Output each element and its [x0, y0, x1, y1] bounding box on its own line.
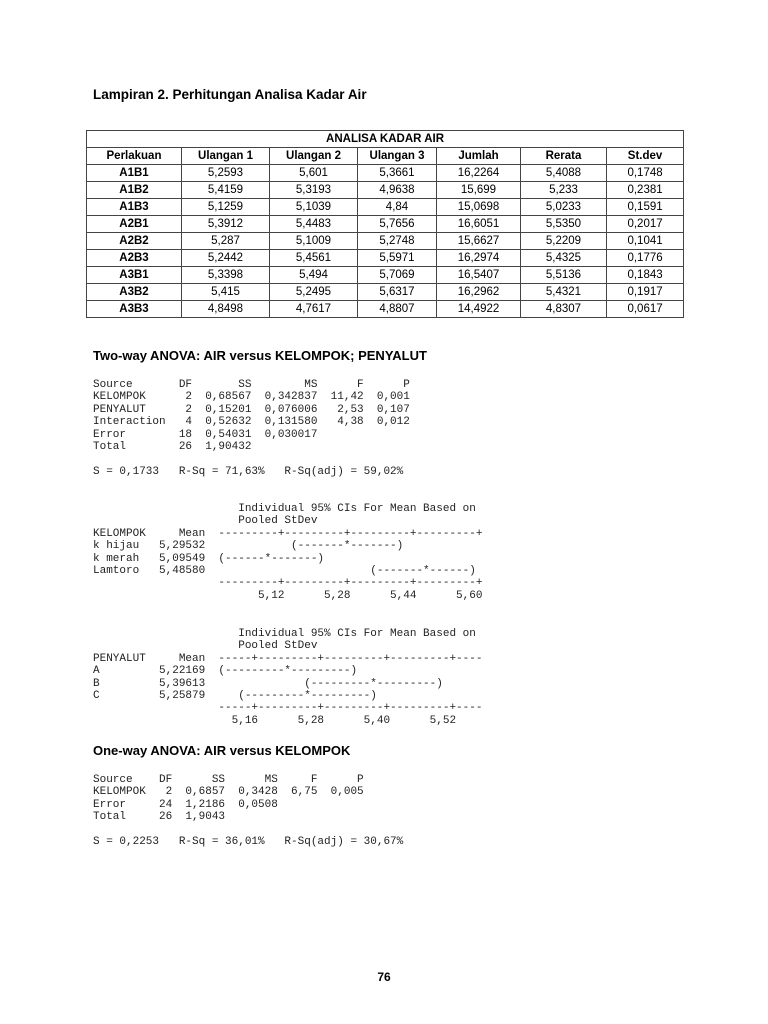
table-cell: 5,4159: [182, 182, 270, 199]
table-cell: 4,7617: [270, 301, 358, 318]
table-body: [87, 165, 684, 318]
column-header: Ulangan 3: [358, 148, 437, 165]
table-cell: 0,1917: [607, 284, 684, 301]
treatment-label: A1B1: [87, 165, 182, 182]
table-cell: 4,84: [358, 199, 437, 216]
table-cell: 16,2264: [437, 165, 521, 182]
table-cell: 5,7656: [358, 216, 437, 233]
kelompok-ci-plot: Individual 95% CIs For Mean Based on Pooled StDev KELOMPOK Mean ---------+---------+---------+---------+ k hijau 5,29532 (-------*-------) k merah 5,09549 (------*-------) Lamtoro 5,48580 (-------*------) ---------+---------+---------+---------+ 5,12 5,28 5,44 5,60: [93, 503, 483, 602]
table-cell: 5,3661: [358, 165, 437, 182]
table-cell: 5,4561: [270, 250, 358, 267]
table-cell: 5,2209: [521, 233, 607, 250]
table-cell: 5,1259: [182, 199, 270, 216]
table-cell: 5,5971: [358, 250, 437, 267]
table-cell: 15,0698: [437, 199, 521, 216]
column-header: Jumlah: [437, 148, 521, 165]
table-cell: 5,2495: [270, 284, 358, 301]
table-row: [87, 233, 684, 250]
table-cell: 5,233: [521, 182, 607, 199]
table-cell: 5,1009: [270, 233, 358, 250]
table-cell: 0,1041: [607, 233, 684, 250]
twoway-anova-table: Source DF SS MS F P KELOMPOK 2 0,68567 0,342837 11,42 0,001 PENYALUT 2 0,15201 0,076006 2,53 0,107 Interaction 4 0,52632 0,131580 4,38 0,012 Error 18 0,54031 0,030017 Total 26 1,90432: [93, 379, 410, 454]
treatment-label: A3B1: [87, 267, 182, 284]
table-cell: 5,3398: [182, 267, 270, 284]
table-cell: 5,3193: [270, 182, 358, 199]
table-header-row: [87, 148, 684, 165]
table-cell: 5,4483: [270, 216, 358, 233]
table-cell: 5,415: [182, 284, 270, 301]
table-cell: 0,2381: [607, 182, 684, 199]
treatment-label: A3B2: [87, 284, 182, 301]
treatment-label: A2B2: [87, 233, 182, 250]
page-number: 76: [377, 970, 391, 984]
table-cell: 16,2962: [437, 284, 521, 301]
table-cell: 5,287: [182, 233, 270, 250]
treatment-label: A2B3: [87, 250, 182, 267]
kadar-air-table: [86, 130, 684, 318]
table-cell: 5,6317: [358, 284, 437, 301]
table-cell: 5,5136: [521, 267, 607, 284]
table-cell: 0,1843: [607, 267, 684, 284]
table-cell: 5,1039: [270, 199, 358, 216]
column-header: Rerata: [521, 148, 607, 165]
table-cell: 16,2974: [437, 250, 521, 267]
table-cell: 4,9638: [358, 182, 437, 199]
column-header: Ulangan 2: [270, 148, 358, 165]
treatment-label: A3B3: [87, 301, 182, 318]
table-cell: 5,4325: [521, 250, 607, 267]
table-row: [87, 267, 684, 284]
table-cell: 0,1591: [607, 199, 684, 216]
table-cell: 5,2442: [182, 250, 270, 267]
table-cell: 0,1748: [607, 165, 684, 182]
treatment-label: A1B3: [87, 199, 182, 216]
table-cell: 16,6051: [437, 216, 521, 233]
twoway-fit-stats: S = 0,1733 R-Sq = 71,63% R-Sq(adj) = 59,02%: [93, 466, 404, 478]
treatment-label: A1B2: [87, 182, 182, 199]
table-caption: ANALISA KADAR AIR: [87, 131, 684, 148]
table-cell: 15,6627: [437, 233, 521, 250]
table-row: [87, 250, 684, 267]
table-cell: 15,699: [437, 182, 521, 199]
table-row: [87, 182, 684, 199]
table-cell: 5,2593: [182, 165, 270, 182]
table-cell: 5,0233: [521, 199, 607, 216]
table-cell: 0,2017: [607, 216, 684, 233]
table-row: [87, 199, 684, 216]
table-cell: 4,8807: [358, 301, 437, 318]
table-cell: 5,7069: [358, 267, 437, 284]
oneway-heading: One-way ANOVA: AIR versus KELOMPOK: [93, 743, 351, 758]
column-header: Ulangan 1: [182, 148, 270, 165]
table-row: [87, 301, 684, 318]
table-cell: 4,8307: [521, 301, 607, 318]
table-cell: 5,5350: [521, 216, 607, 233]
oneway-fit-stats: S = 0,2253 R-Sq = 36,01% R-Sq(adj) = 30,67%: [93, 836, 404, 848]
table-cell: 5,494: [270, 267, 358, 284]
table-row: [87, 216, 684, 233]
table-cell: 5,4088: [521, 165, 607, 182]
table-cell: 5,601: [270, 165, 358, 182]
table-cell: 5,3912: [182, 216, 270, 233]
table-cell: 4,8498: [182, 301, 270, 318]
oneway-anova-table: Source DF SS MS F P KELOMPOK 2 0,6857 0,3428 6,75 0,005 Error 24 1,2186 0,0508 Total 26 1,9043: [93, 774, 364, 824]
table-cell: 14,4922: [437, 301, 521, 318]
table-cell: 0,0617: [607, 301, 684, 318]
table-cell: 5,4321: [521, 284, 607, 301]
treatment-label: A2B1: [87, 216, 182, 233]
penyalut-ci-plot: Individual 95% CIs For Mean Based on Pooled StDev PENYALUT Mean -----+---------+---------+---------+---- A 5,22169 (---------*---------) B 5,39613 (---------*---------) C 5,25879 (---------*---------) -----+---------+---------+---------+---- 5,16 5,28 5,40 5,52: [93, 628, 483, 727]
table-cell: 0,1776: [607, 250, 684, 267]
table-cell: 16,5407: [437, 267, 521, 284]
column-header: Perlakuan: [87, 148, 182, 165]
page-title: Lampiran 2. Perhitungan Analisa Kadar Air: [93, 87, 367, 102]
column-header: St.dev: [607, 148, 684, 165]
twoway-heading: Two-way ANOVA: AIR versus KELOMPOK; PENYALUT: [93, 348, 427, 363]
table-row: [87, 284, 684, 301]
table-cell: 5,2748: [358, 233, 437, 250]
table-row: [87, 165, 684, 182]
